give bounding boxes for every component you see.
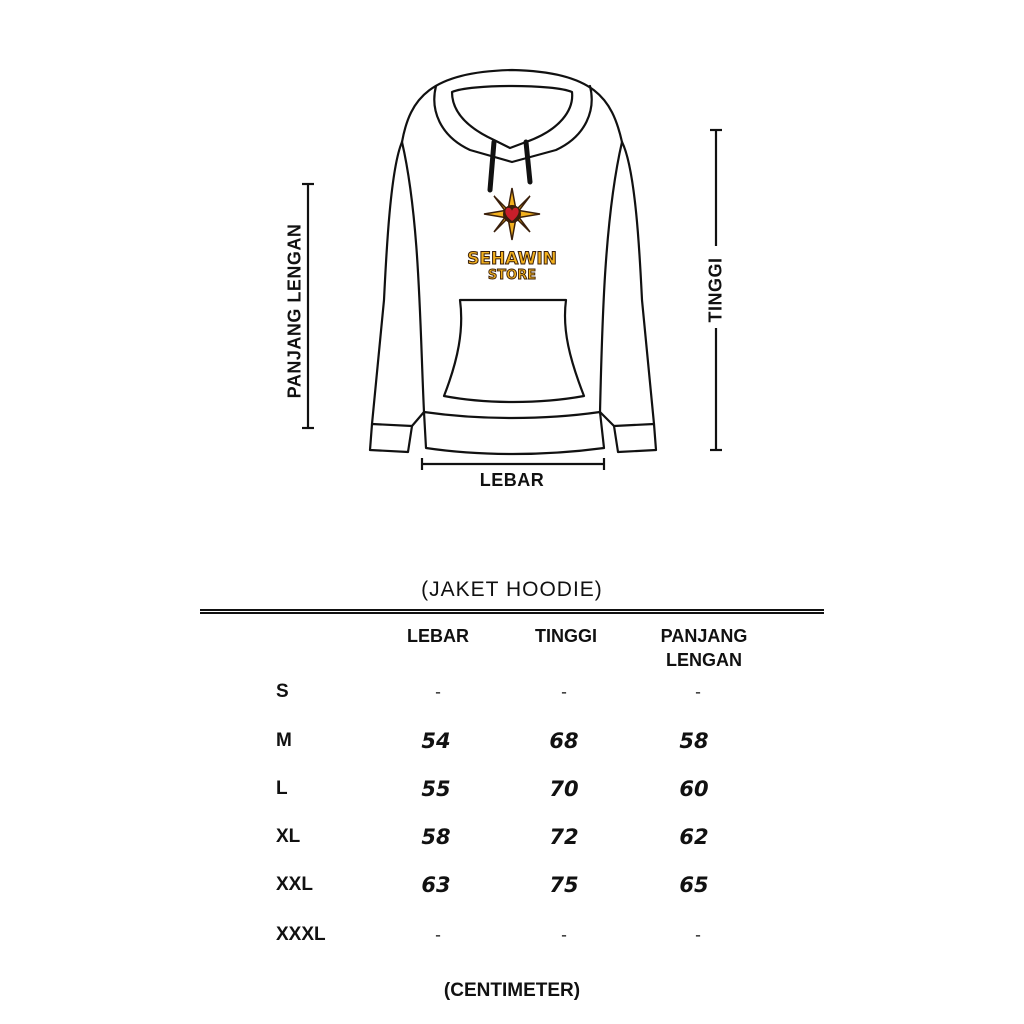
cell-tinggi: 68 [549, 729, 579, 753]
cell-lebar: 58 [421, 825, 451, 849]
sehawin-logo [467, 188, 557, 283]
cell-lebar: 63 [421, 873, 451, 897]
header-panjang-lengan [661, 624, 748, 672]
header-tinggi: TINGGI [535, 626, 597, 646]
size-label: XL [276, 826, 301, 847]
cell-lebar: 55 [421, 777, 451, 801]
header-panjang-line2: LENGAN [666, 650, 742, 670]
body-outline [372, 142, 654, 424]
kangaroo-pocket [444, 300, 584, 402]
unit-footer: (CENTIMETER) [443, 980, 581, 1001]
table-divider [200, 609, 824, 614]
left-cuff [370, 424, 412, 452]
cell-panjang-lengan: - [695, 682, 701, 702]
cell-panjang-lengan: 62 [679, 825, 709, 849]
logo-text-line2: STORE [487, 268, 537, 283]
size-label: L [276, 778, 288, 799]
size-label: M [276, 730, 292, 751]
header-panjang-line1: PANJANG [660, 626, 748, 646]
cell-lebar: - [435, 925, 441, 945]
cell-panjang-lengan: 60 [679, 777, 709, 801]
label-panjang-lengan: PANJANG LENGAN [284, 223, 305, 399]
logo-text-line1: SEHAWIN [467, 249, 557, 269]
cell-panjang-lengan: - [695, 925, 701, 945]
size-label: S [276, 681, 289, 702]
label-tinggi: TINGGI [705, 257, 726, 323]
measure-width-line [422, 458, 604, 470]
cell-tinggi: 72 [549, 825, 579, 849]
cell-tinggi: 75 [549, 873, 579, 897]
hood-opening [452, 86, 572, 148]
right-cuff [614, 424, 656, 452]
label-lebar: LEBAR [479, 470, 545, 490]
drawstrings [490, 142, 530, 190]
cell-tinggi: - [561, 925, 567, 945]
cell-lebar: 54 [421, 729, 451, 753]
cell-panjang-lengan: 58 [679, 729, 709, 753]
cell-tinggi: - [561, 682, 567, 702]
size-label: XXXL [276, 924, 326, 945]
waistband [424, 412, 604, 454]
header-lebar: LEBAR [407, 626, 469, 646]
size-label: XXL [276, 874, 313, 895]
cell-panjang-lengan: 65 [679, 873, 709, 897]
cell-tinggi: 70 [549, 777, 579, 801]
table-title: (JAKET HOODIE) [421, 578, 603, 601]
cell-lebar: - [435, 682, 441, 702]
